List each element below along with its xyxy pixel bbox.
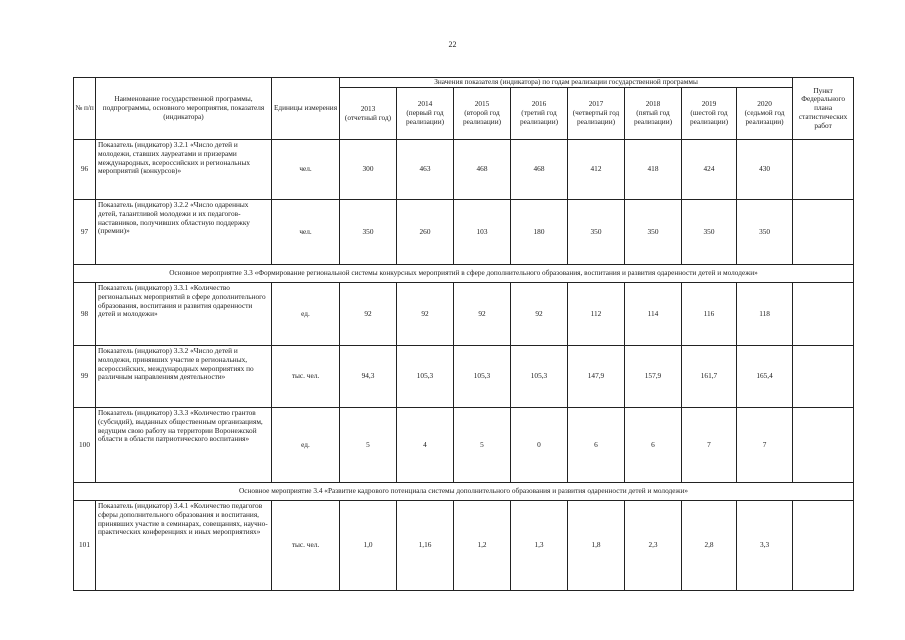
page-number: 22 — [448, 40, 457, 49]
value-cell-2013: 94,3 — [340, 346, 397, 408]
value-cell-2016: 468 — [511, 140, 568, 200]
section-title: Основное мероприятие 3.3 «Формирование региональной системы конкурсных мероприятий в сфере дополнительного образования, воспитания и развития одаренности детей и молодежи» — [74, 265, 854, 283]
value-cell-2018: 2,3 — [625, 501, 682, 591]
year-label: 2018 — [645, 99, 661, 109]
stat-cell — [793, 200, 854, 265]
value-cell-2016: 180 — [511, 200, 568, 265]
year-note: (отчетный год) — [344, 112, 392, 122]
year-header-2020 — [737, 88, 793, 140]
unit-cell: чел. — [272, 140, 340, 200]
year-note: (пятый год реализации) — [633, 108, 673, 126]
year-note: (седьмой год реализации) — [744, 108, 785, 126]
year-note: (четвертый год реализации) — [572, 108, 620, 126]
value-cell-2020: 350 — [737, 200, 793, 265]
year-label: 2015 — [474, 99, 490, 109]
year-header-2017 — [568, 88, 625, 140]
stat-cell — [793, 501, 854, 591]
indicator-name: Показатель (индикатор) 3.2.1 «Число детей и молодежи, ставших лауреатами и призерами международных, всероссийских и региональных мероприятий (конкурсов)» — [96, 140, 272, 200]
value-cell-2020: 165,4 — [737, 346, 793, 408]
year-note: (первый год реализации) — [405, 108, 445, 126]
stat-cell — [793, 408, 854, 483]
value-cell-2016: 105,3 — [511, 346, 568, 408]
value-cell-2015: 103 — [454, 200, 511, 265]
value-cell-2018: 157,9 — [625, 346, 682, 408]
value-cell-2014: 260 — [397, 200, 454, 265]
table-row — [74, 408, 854, 483]
value-cell-2017: 147,9 — [568, 346, 625, 408]
table-row — [74, 200, 854, 265]
value-cell-2016: 0 — [511, 408, 568, 483]
value-cell-2016: 1,3 — [511, 501, 568, 591]
value-cell-2018: 6 — [625, 408, 682, 483]
value-cell-2018: 114 — [625, 283, 682, 346]
value-cell-2017: 412 — [568, 140, 625, 200]
unit-cell: ед. — [272, 408, 340, 483]
value-cell-2013: 1,0 — [340, 501, 397, 591]
value-cell-2014: 105,3 — [397, 346, 454, 408]
year-header-2015 — [454, 88, 511, 140]
stat-cell — [793, 283, 854, 346]
row-number: 97 — [74, 200, 96, 265]
value-cell-2014: 92 — [397, 283, 454, 346]
year-header-2018 — [625, 88, 682, 140]
value-cell-2014: 4 — [397, 408, 454, 483]
table-row — [74, 346, 854, 408]
value-cell-2016: 92 — [511, 283, 568, 346]
unit-cell: тыс. чел. — [272, 501, 340, 591]
section-title: Основное мероприятие 3.4 «Развитие кадрового потенциала системы дополнительного образования и развития одаренности детей и молодежи» — [74, 483, 854, 501]
indicator-name: Показатель (индикатор) 3.2.2 «Число одаренных детей, талантливой молодежи и их педагогов-наставников, получивших областную поддержку (премии)» — [96, 200, 272, 265]
value-cell-2018: 418 — [625, 140, 682, 200]
row-number: 100 — [74, 408, 96, 483]
value-cell-2015: 105,3 — [454, 346, 511, 408]
value-cell-2017: 350 — [568, 200, 625, 265]
value-cell-2017: 6 — [568, 408, 625, 483]
value-cell-2019: 2,8 — [682, 501, 737, 591]
value-cell-2014: 1,16 — [397, 501, 454, 591]
year-header-2016 — [511, 88, 568, 140]
row-number: 99 — [74, 346, 96, 408]
table-body — [74, 140, 854, 591]
unit-cell: чел. — [272, 200, 340, 265]
year-note: (шестой год реализации) — [689, 108, 729, 126]
indicator-name: Показатель (индикатор) 3.3.3 «Количество грантов (субсидий), выданных общественным организациям, ведущим свою работу на территории Воронежской области в области патриотического воспитания» — [96, 408, 272, 483]
header-name: Наименование государственной программы, подпрограммы, основного мероприятия, показателя (индикатора) — [96, 78, 272, 140]
value-cell-2020: 430 — [737, 140, 793, 200]
stat-cell — [793, 346, 854, 408]
row-number: 98 — [74, 283, 96, 346]
value-cell-2019: 116 — [682, 283, 737, 346]
unit-cell: ед. — [272, 283, 340, 346]
header-values-group: Значения показателя (индикатора) по годам реализации государственной программы — [340, 78, 793, 88]
year-note: (второй год реализации) — [462, 108, 502, 126]
year-header-2019 — [682, 88, 737, 140]
value-cell-2013: 300 — [340, 140, 397, 200]
value-cell-2013: 350 — [340, 200, 397, 265]
indicators-table — [73, 77, 854, 591]
value-cell-2019: 424 — [682, 140, 737, 200]
value-cell-2015: 468 — [454, 140, 511, 200]
value-cell-2020: 7 — [737, 408, 793, 483]
section-row — [74, 483, 854, 501]
stat-cell — [793, 140, 854, 200]
value-cell-2013: 92 — [340, 283, 397, 346]
row-number: 96 — [74, 140, 96, 200]
indicator-name: Показатель (индикатор) 3.4.1 «Количество педагогов сферы дополнительного образования и воспитания, принявших участие в семинарах, совещаниях, научно-практических конференциях и иных мероприятиях» — [96, 501, 272, 591]
table-row — [74, 283, 854, 346]
table-row — [74, 140, 854, 200]
year-label: 2013 — [360, 103, 376, 113]
header-unit: Единицы измерения — [272, 78, 340, 140]
year-label: 2016 — [531, 99, 547, 109]
unit-cell: тыс. чел. — [272, 346, 340, 408]
indicator-name: Показатель (индикатор) 3.3.2 «Число детей и молодежи, принявших участие в региональных, всероссийских, международных мероприятиях по различным направлениям деятельности» — [96, 346, 272, 408]
header-num: № п/п — [74, 78, 96, 140]
value-cell-2017: 1,8 — [568, 501, 625, 591]
value-cell-2013: 5 — [340, 408, 397, 483]
year-label: 2019 — [701, 99, 717, 109]
indicator-name: Показатель (индикатор) 3.3.1 «Количество региональных мероприятий в сфере дополнительного образования, воспитания и развития одаренности детей и молодежи» — [96, 283, 272, 346]
value-cell-2019: 350 — [682, 200, 737, 265]
value-cell-2015: 5 — [454, 408, 511, 483]
year-header-2013 — [340, 88, 397, 140]
value-cell-2020: 3,3 — [737, 501, 793, 591]
section-row — [74, 265, 854, 283]
value-cell-2019: 7 — [682, 408, 737, 483]
year-label: 2020 — [757, 99, 772, 109]
year-note: (третий год реализации) — [519, 108, 559, 126]
value-cell-2015: 1,2 — [454, 501, 511, 591]
value-cell-2015: 92 — [454, 283, 511, 346]
year-label: 2017 — [588, 99, 604, 109]
year-label: 2014 — [417, 99, 433, 109]
year-header-2014 — [397, 88, 454, 140]
value-cell-2014: 463 — [397, 140, 454, 200]
table-row — [74, 501, 854, 591]
value-cell-2018: 350 — [625, 200, 682, 265]
value-cell-2017: 112 — [568, 283, 625, 346]
header-stat-item: Пункт Федерального плана статистических работ — [793, 78, 854, 140]
value-cell-2019: 161,7 — [682, 346, 737, 408]
row-number: 101 — [74, 501, 96, 591]
value-cell-2020: 118 — [737, 283, 793, 346]
